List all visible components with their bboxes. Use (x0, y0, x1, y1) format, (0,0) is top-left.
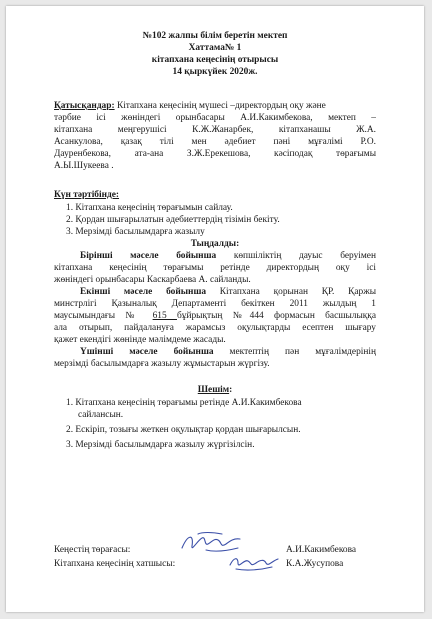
heard-p1-line-1: Бірінші мәселе бойынша көпшіліктің дауыс беруімен (80, 251, 376, 261)
heard-p2-line-4: ала отырып, пайдалануға жарамсыз оқулықтарды есептен шығару (54, 323, 376, 333)
heard-p2-line-3: маусымындағы № 615 бұйрықтың №444 формасын басшылыққа (54, 311, 377, 321)
decision-item-1: 1. Кітапхана кеңесінің төрағымы ретінде А.И.Какимбекова (66, 398, 302, 408)
heard-p3-line-2: мерзімді басылымдарға жазылу жұмыстарын жүргізу. (54, 359, 270, 369)
decision-item-1-cont: сайлансын. (78, 410, 124, 420)
chair-name: А.И.Какимбекова (286, 545, 357, 555)
heard-p2-line-1: Екінші мәселе бойынша Кітапхана қорынан ҚР. Қаржы (80, 287, 377, 297)
document-page (6, 6, 424, 612)
heard-p1-line-2: кітапхана кеңесінің төрағымы ретінде директордың оқу ісі (54, 263, 376, 273)
heard-label: Тыңдалды: (190, 239, 240, 249)
school-title: №102 жалпы білім беретін мектеп (142, 31, 288, 41)
participants-line-4: Асанкулова, қазақ тілі мен әдебиет пәні мұғалімі Р.О. (54, 137, 376, 147)
meeting-title: кітапхана кеңесінің отырысы (151, 55, 279, 65)
meeting-date: 14 қыркүйек 2020ж. (172, 67, 258, 77)
heard-p3-line-1: Үшінші мәселе бойынша мектептің пән мұғалімдерінің (80, 347, 376, 357)
agenda-label: Күн тәртібінде: (54, 190, 120, 200)
participants-line-2: тәрбие ісі жөніндегі орынбасары А.И.Какимбекова, мектеп – (54, 113, 376, 123)
participants-line-5: Дауренбекова, ата-ана З.Ж.Ерекешова, кәсіподақ төрағымы (54, 149, 376, 159)
chair-label: Кеңестің төрағасы: (54, 545, 131, 555)
agenda-item-1: 1. Кітапхана кеңесінің төрағымын сайлау. (66, 203, 233, 213)
agenda-item-2: 2. Қордан шығарылатын әдебиеттердің тізімін бекіту. (66, 215, 280, 225)
heard-p2-line-2: минстрлігі Қазыналық Департаменті бекіткен 2011 жылдың 1 (54, 299, 376, 309)
agenda-item-3: 3. Мерзімді басылымдарға жазылу (66, 227, 205, 237)
participants-line-6: А.Ы.Шукеева . (54, 161, 114, 171)
participants-line-3: кітапхана меңгерушісі К.Ж.Жанарбек, кітапханашы Ж.А. (54, 125, 376, 135)
heard-p2-line-5: қажет екендігі жөнінде мәлімдеме жасады. (54, 335, 226, 345)
secretary-signature (226, 551, 282, 573)
secretary-name: К.А.Жусупова (286, 559, 344, 569)
heard-p1-line-3: жөніндегі орынбасары Каскарбаева А. сайланды. (54, 275, 251, 285)
secretary-label: Кітапхана кеңесінің хатшысы: (54, 559, 176, 569)
participants-line-1: Қатысқандар: Кітапхана кеңесінің мүшесі –директордың оқу және (54, 101, 326, 111)
protocol-title: Хаттама№ 1 (188, 43, 242, 53)
decision-item-2: 2. Ескіріп, тозығы жеткен оқулықтар қордан шығарылсын. (66, 425, 301, 435)
participants-label: Қатысқандар: (54, 101, 115, 111)
decision-item-3: 3. Мерзімді басылымдарға жазылу жүргізілсін. (66, 440, 255, 450)
decision-label: Шешім: (197, 385, 233, 395)
